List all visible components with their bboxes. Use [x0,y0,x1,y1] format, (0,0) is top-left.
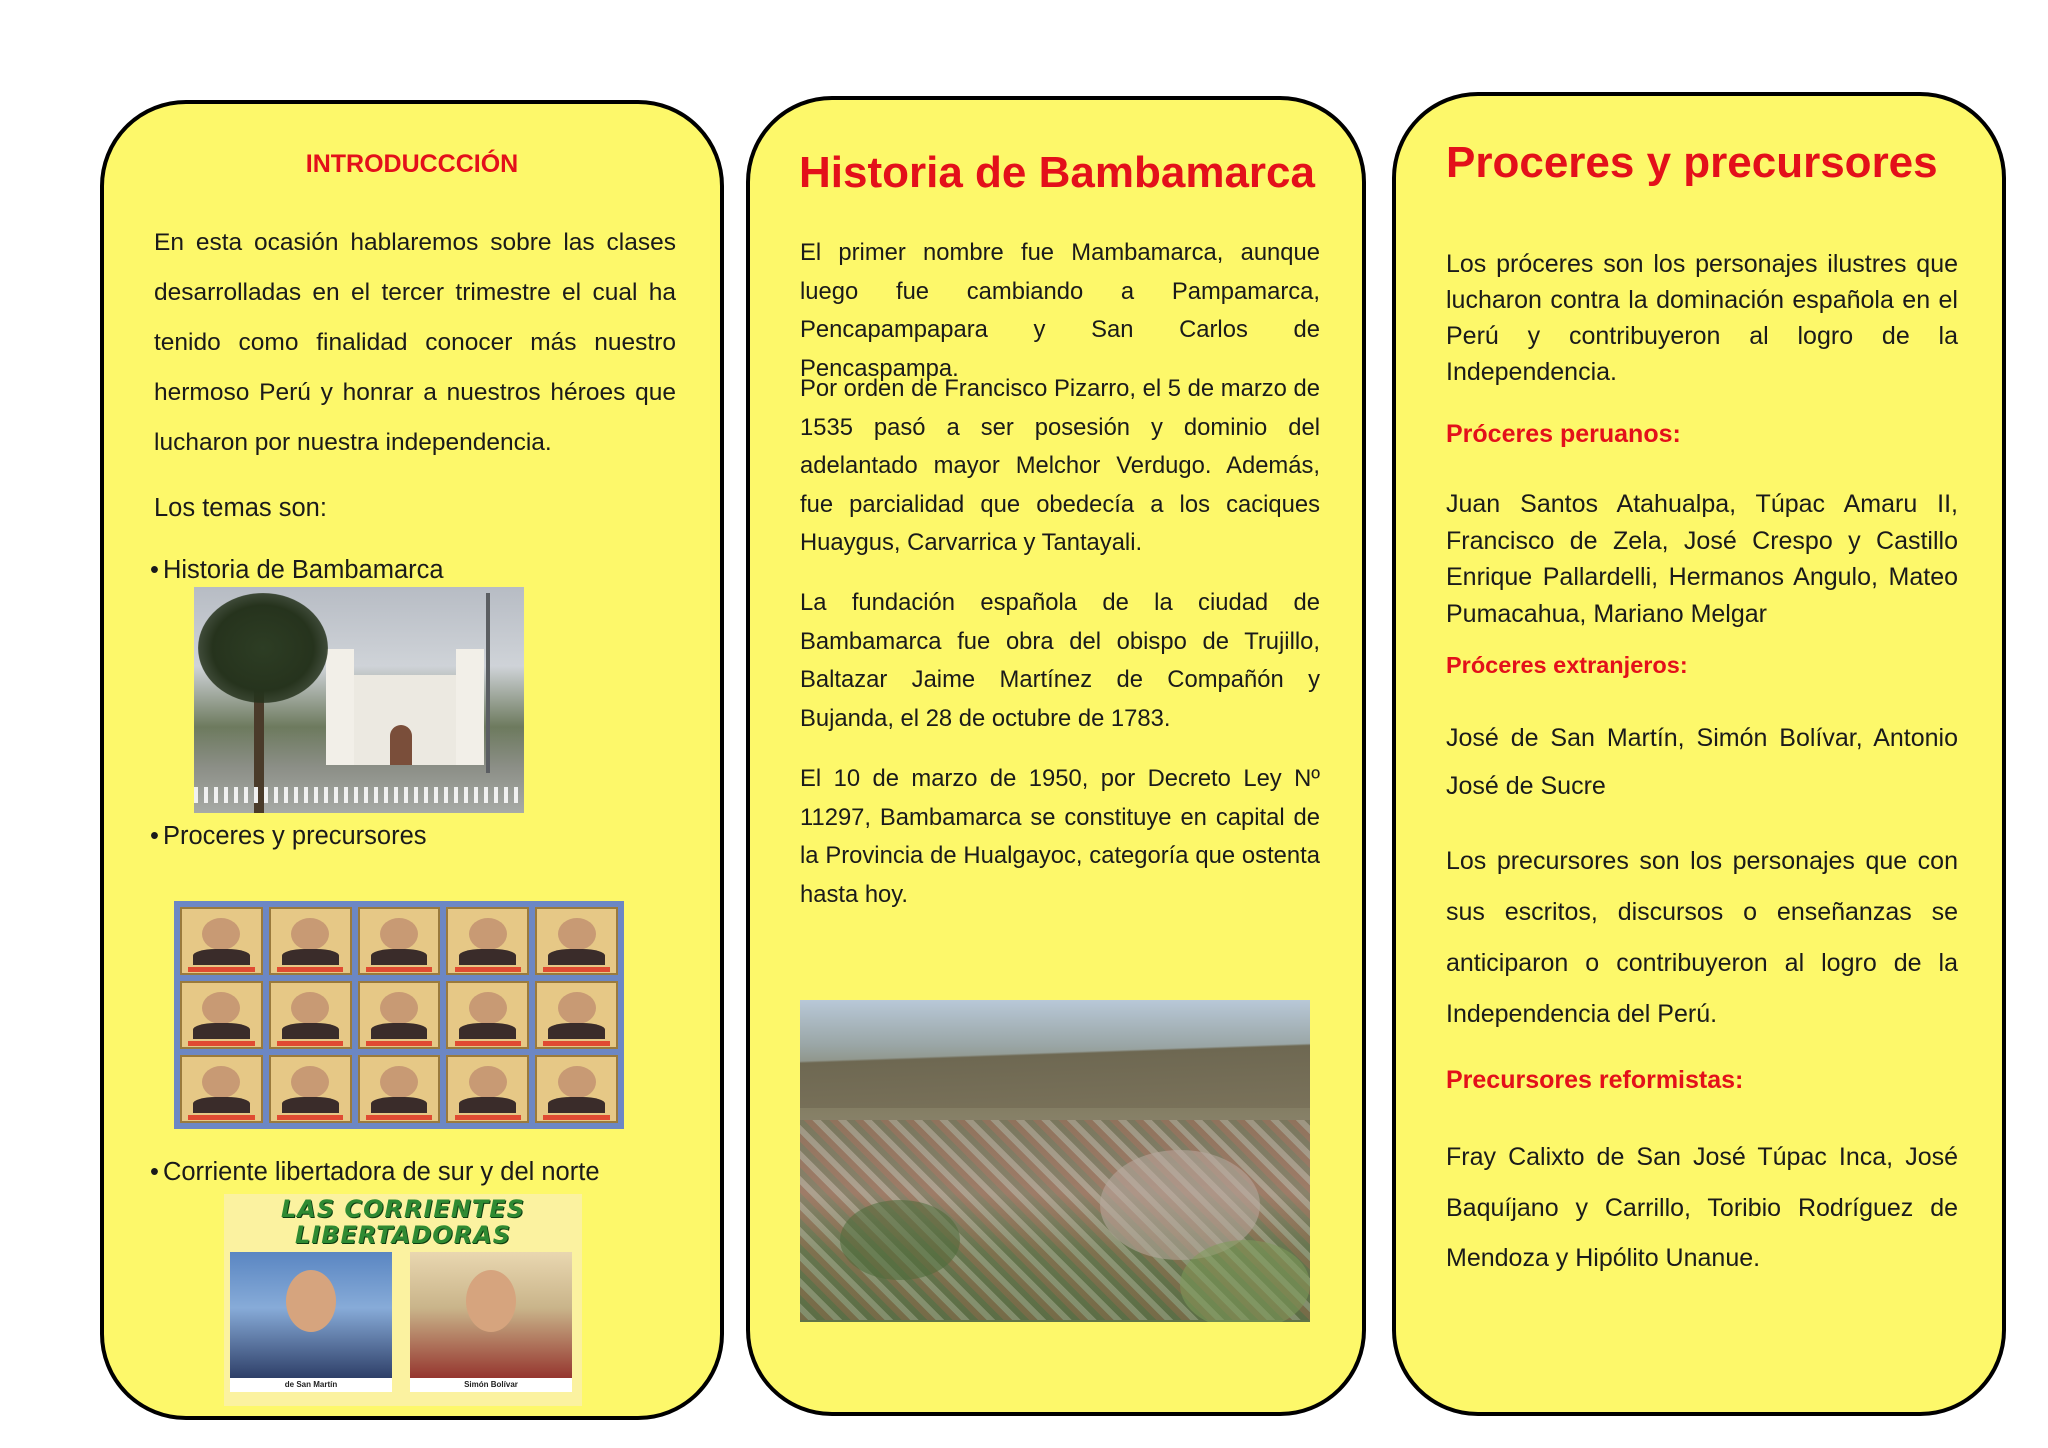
hero-portrait [269,981,352,1049]
corrientes-title-line1: LAS CORRIENTES [281,1195,525,1223]
topic-item: • Corriente libertadora de sur y del norte [150,1158,600,1187]
hero-portrait [358,1055,441,1123]
proceres-definition: Los próceres son los personajes ilustres que lucharon contra la dominación española en el Perú y contribuyeron al logro de la Independencia. [1446,250,1958,386]
historia-title: Historia de Bambamarca [799,148,1315,197]
hero-portrait [446,1055,529,1123]
precursores-reformistas-list: Fray Calixto de San José Túpac Inca, José Baquíjano y Carrillo, Toribio Rodríguez de Mendoza y Hipólito Unanue. [1446,1143,1958,1272]
hero-portrait [180,907,263,975]
intro-paragraph: En esta ocasión hablaremos sobre las clases desarrolladas en el tercer trimestre el cual ha tenido como finalidad conocer más nuestro hermoso Perú y honrar a nuestros héroes que lucharon por nuestra independencia. [154,229,676,456]
topic-item: • Historia de Bambamarca [150,556,444,585]
historia-paragraph: La fundación española de la ciudad de Bambamarca fue obra del obispo de Trujillo, Baltazar Jaime Martínez de Compañón y Bujanda, el 28 de octubre de 1783. [800,589,1320,732]
panel-introduccion [100,100,724,1420]
portrait-caption: Simón Bolívar [410,1378,572,1392]
intro-title: INTRODUCCCIÓN [305,150,519,178]
corrientes-libertadoras-image [224,1194,582,1406]
precursores-definition: Los precursores son los personajes que con sus escritos, discursos o enseñanzas se anticiparon o contribuyeron al logro de la Independencia del Perú. [1446,847,1958,1028]
topic-item: • Proceres y precursores [150,822,427,851]
corrientes-image-title [224,1196,582,1248]
historia-paragraph: El 10 de marzo de 1950, por Decreto Ley Nº 11297, Bambamarca se constituye en capital de la Provincia de Hualgayoc, categoría que ostenta hasta hoy. [800,765,1320,908]
hero-portrait [446,907,529,975]
proceres-extranjeros-list: José de San Martín, Simón Bolívar, Antonio José de Sucre [1446,724,1958,800]
proceres-peruanos-heading: Próceres peruanos: [1446,420,1681,448]
san-martin-portrait [230,1252,392,1392]
panel-historia [746,96,1366,1416]
hero-portrait [269,1055,352,1123]
proceres-extranjeros-heading: Próceres extranjeros: [1446,652,1688,678]
corrientes-title-line2: LIBERTADORAS [294,1221,512,1249]
historia-paragraph: Por orden de Francisco Pizarro, el 5 de marzo de 1535 pasó a ser posesión y dominio del adelantado mayor Melchor Verdugo. Además, fue parcialidad que obedecía a los caciques Huaygus, Carvarrica y Tantayali. [800,375,1320,556]
hero-portrait [446,981,529,1049]
panel-proceres [1392,92,2006,1416]
hero-portrait [535,1055,618,1123]
hero-portrait [269,907,352,975]
heroes-portraits-grid [174,901,624,1129]
bolivar-portrait [410,1252,572,1392]
hero-portrait [535,981,618,1049]
proceres-title: Proceres y precursores [1446,138,1938,187]
hero-portrait [180,1055,263,1123]
topics-label: Los temas son: [154,494,327,522]
hero-portrait [358,907,441,975]
hero-portrait [535,907,618,975]
historia-paragraph: El primer nombre fue Mambamarca, aunque luego fue cambiando a Pampamarca, Pencapampapara y San Carlos de Pencaspampa. [800,239,1320,382]
hero-portrait [358,981,441,1049]
bambamarca-city-aerial-photo [800,1000,1310,1322]
portrait-caption: de San Martín [230,1378,392,1392]
precursores-reformistas-heading: Precursores reformistas: [1446,1066,1744,1094]
proceres-peruanos-list: Juan Santos Atahualpa, Túpac Amaru II, Francisco de Zela, José Crespo y Castillo Enrique Pallardelli, Hermanos Angulo, Mateo Pumacahua, Mariano Melgar [1446,490,1958,628]
bambamarca-church-photo [194,587,524,813]
hero-portrait [180,981,263,1049]
